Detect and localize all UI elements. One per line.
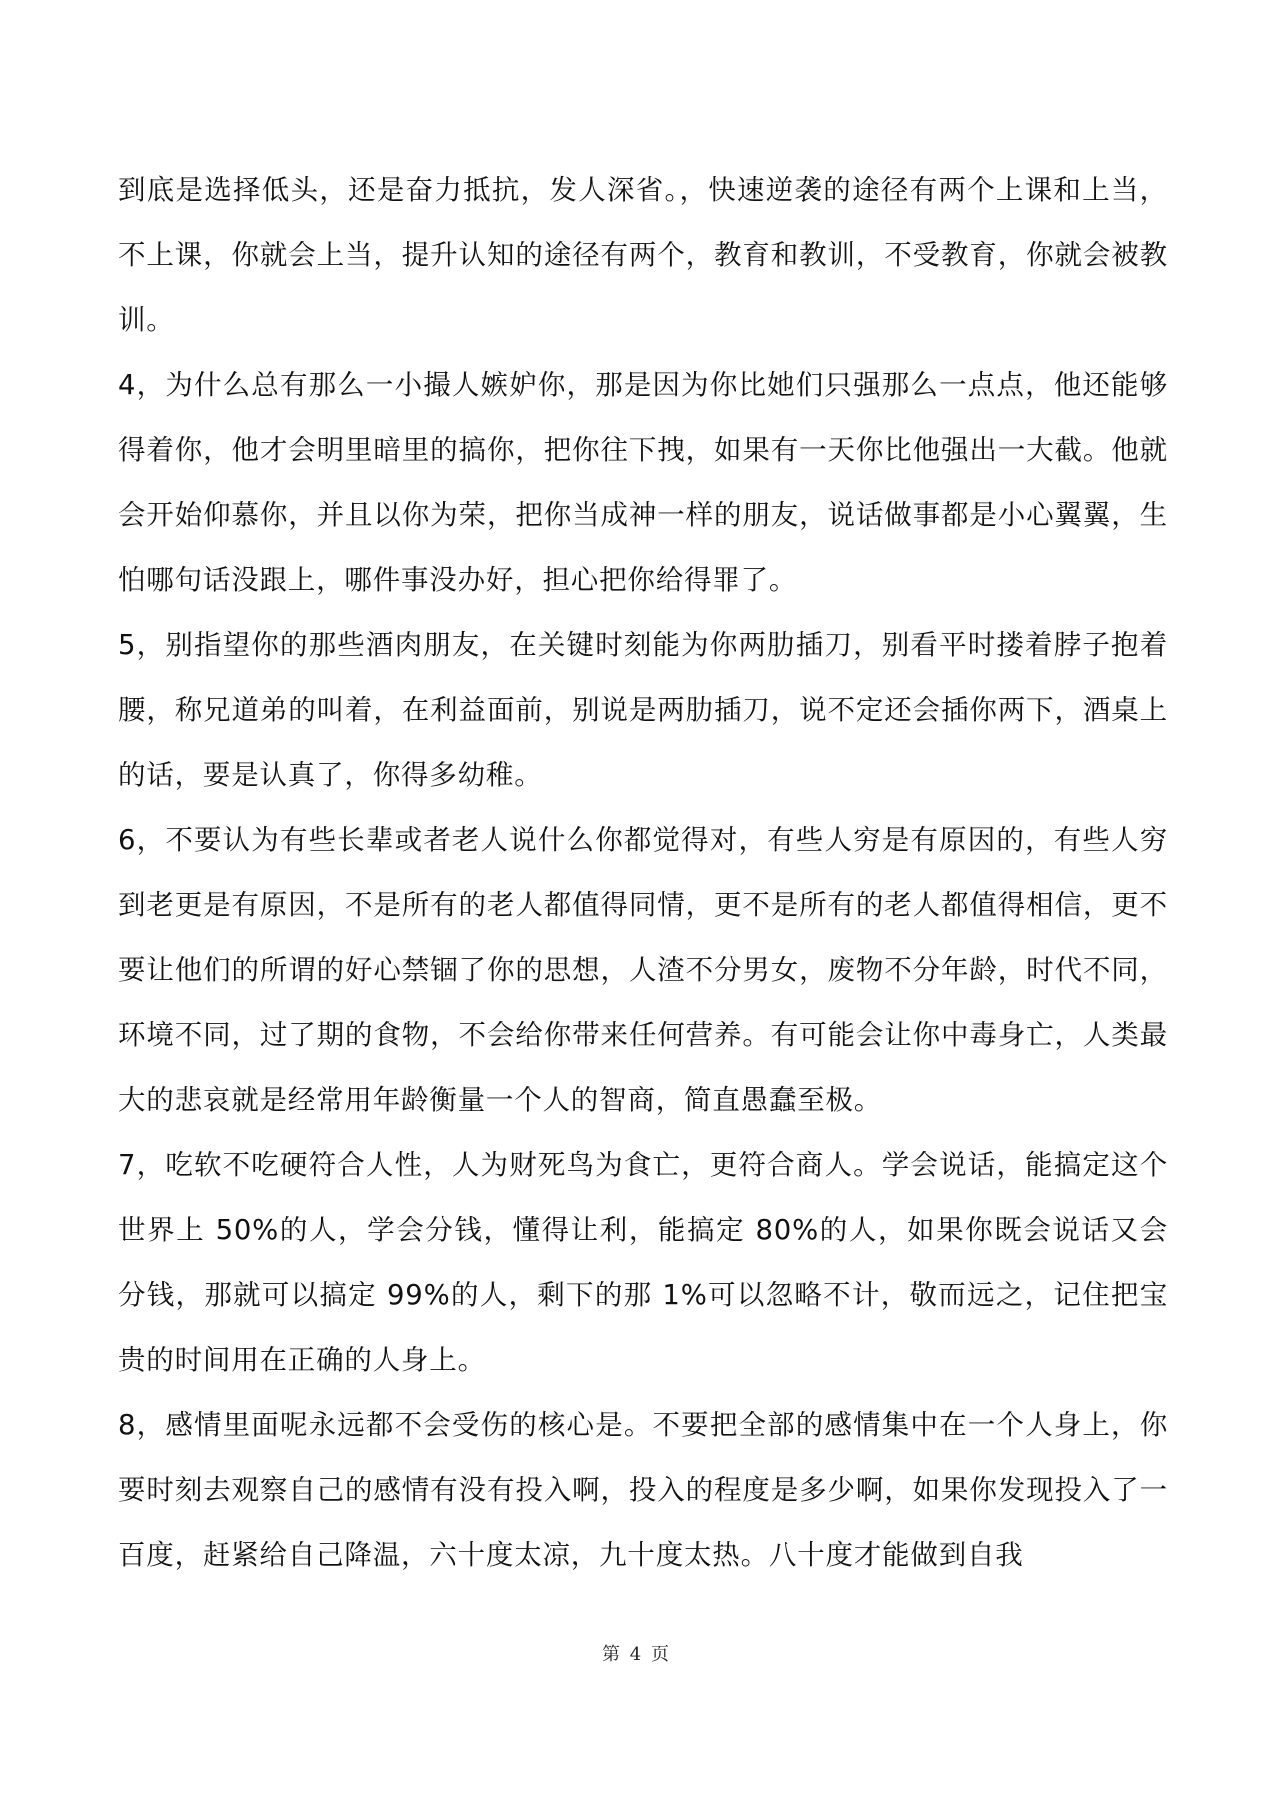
paragraph-4: 4，为什么总有那么一小撮人嫉妒你，那是因为你比她们只强那么一点点，他还能够得着你，他才会明里暗里的搞你，把你往下拽，如果有一天你比他强出一大截。他就会开始仰慕你，并且以你为荣，把你当成神一样的朋友，说话做事都是小心翼翼，生怕哪句话没跟上，哪件事没办好，担心把你给得罪了。 — [118, 369, 1168, 596]
paragraph-5: 5，别指望你的那些酒肉朋友，在关键时刻能为你两肋插刀，别看平时搂着脖子抱着腰，称兄道弟的叫着，在利益面前，别说是两肋插刀，说不定还会插你两下，酒桌上的话，要是认真了，你得多幼稚。 — [118, 629, 1168, 791]
paragraph-continuation: 到底是选择低头，还是奋力抵抗，发人深省。，快速逆袭的途径有两个上课和上当，不上课，你就会上当，提升认知的途径有两个，教育和教训，不受教育，你就会被教训。 — [118, 174, 1168, 336]
paragraph-6: 6，不要认为有些长辈或者老人说什么你都觉得对，有些人穷是有原因的，有些人穷到老更是有原因，不是所有的老人都值得同情，更不是所有的老人都值得相信，更不要让他们的所谓的好心禁锢了你的思想，人渣不分男女，废物不分年龄，时代不同，环境不同，过了期的食物，不会给你带来任何营养。有可能会让你中毒身亡，人类最大的悲哀就是经常用年龄衡量一个人的智商，简直愚蠢至极。 — [118, 824, 1168, 1116]
paragraph-8: 8，感情里面呢永远都不会受伤的核心是。不要把全部的感情集中在一个人身上，你要时刻去观察自己的感情有没有投入啊，投入的程度是多少啊，如果你发现投入了一百度，赶紧给自己降温，六十度太凉，九十度太热。八十度才能做到自我 — [118, 1409, 1168, 1571]
document-body — [118, 158, 1168, 1588]
paragraph-7: 7，吃软不吃硬符合人性，人为财死鸟为食亡，更符合商人。学会说话，能搞定这个世界上 50%的人，学会分钱，懂得让利，能搞定 80%的人，如果你既会说话又会分钱，那就可以搞定 99%的人，剩下的那 1%可以忽略不计，敬而远之，记住把宝贵的时间用在正确的人身上。 — [118, 1149, 1168, 1376]
page-number: 第 4 页 — [602, 1644, 671, 1665]
